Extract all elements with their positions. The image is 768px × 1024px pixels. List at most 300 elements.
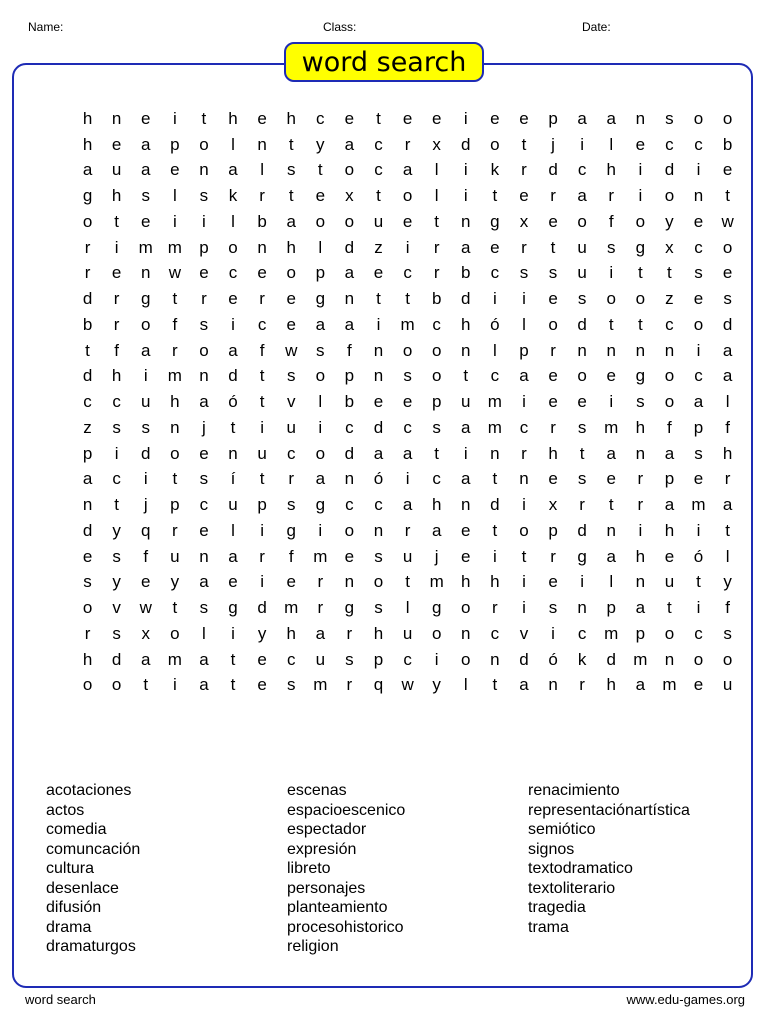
grid-letter[interactable]: i <box>318 520 323 540</box>
grid-letter[interactable]: e <box>170 160 180 180</box>
grid-letter[interactable]: o <box>228 237 238 257</box>
grid-letter[interactable]: z <box>665 289 674 309</box>
grid-letter[interactable]: z <box>83 417 92 437</box>
grid-letter[interactable]: í <box>230 469 236 489</box>
grid-letter[interactable]: i <box>260 572 264 592</box>
grid-letter[interactable]: h <box>228 108 238 128</box>
grid-letter[interactable]: s <box>636 392 645 412</box>
grid-letter[interactable]: t <box>637 263 643 283</box>
grid-letter[interactable]: ó <box>693 546 704 566</box>
grid-letter[interactable]: a <box>693 392 704 412</box>
grid-letter[interactable]: t <box>608 495 614 515</box>
grid-letter[interactable]: m <box>633 649 648 669</box>
grid-letter[interactable]: o <box>199 134 209 154</box>
grid-letter[interactable]: t <box>405 289 410 309</box>
grid-letter[interactable]: h <box>82 649 93 669</box>
grid-letter[interactable]: u <box>577 237 587 257</box>
grid-letter[interactable]: w <box>721 211 734 231</box>
grid-letter[interactable]: x <box>432 134 441 154</box>
grid-letter[interactable]: t <box>667 598 672 618</box>
grid-letter[interactable]: t <box>376 186 381 206</box>
grid-letter[interactable]: a <box>722 495 733 515</box>
grid-letter[interactable]: u <box>228 495 238 515</box>
grid-letter[interactable]: t <box>725 520 730 540</box>
grid-letter[interactable]: e <box>373 263 384 283</box>
grid-letter[interactable]: e <box>548 469 558 489</box>
grid-letter[interactable]: f <box>172 314 178 334</box>
grid-letter[interactable]: p <box>170 134 180 154</box>
grid-letter[interactable]: s <box>577 417 587 437</box>
grid-letter[interactable]: m <box>487 417 502 437</box>
grid-letter[interactable]: o <box>664 623 675 643</box>
grid-letter[interactable]: h <box>461 314 471 334</box>
grid-letter[interactable]: r <box>550 417 556 437</box>
grid-letter[interactable]: l <box>231 211 235 231</box>
grid-letter[interactable]: s <box>694 443 703 463</box>
grid-letter[interactable]: e <box>257 263 267 283</box>
grid-letter[interactable]: u <box>402 623 413 643</box>
grid-letter[interactable]: c <box>432 469 441 489</box>
grid-letter[interactable]: o <box>344 520 355 540</box>
grid-letter[interactable]: a <box>228 340 238 360</box>
grid-letter[interactable]: m <box>138 237 153 257</box>
grid-letter[interactable]: o <box>577 211 587 231</box>
grid-letter[interactable]: i <box>551 623 555 643</box>
grid-letter[interactable]: j <box>202 417 206 437</box>
grid-letter[interactable]: a <box>722 366 733 386</box>
grid-letter[interactable]: a <box>373 443 384 463</box>
grid-letter[interactable]: a <box>82 160 93 180</box>
grid-letter[interactable]: r <box>346 623 353 643</box>
grid-letter[interactable]: y <box>432 675 441 695</box>
grid-letter[interactable]: t <box>230 649 236 669</box>
grid-letter[interactable]: e <box>228 289 238 309</box>
grid-letter[interactable]: y <box>112 520 121 540</box>
grid-letter[interactable]: s <box>606 237 616 257</box>
grid-letter[interactable]: a <box>141 340 151 360</box>
grid-letter[interactable]: a <box>199 649 209 669</box>
grid-letter[interactable]: m <box>604 417 619 437</box>
grid-letter[interactable]: e <box>111 263 122 283</box>
grid-letter[interactable]: n <box>461 211 471 231</box>
grid-letter[interactable]: y <box>316 134 325 154</box>
grid-letter[interactable]: n <box>606 520 616 540</box>
grid-letter[interactable]: i <box>172 675 177 695</box>
grid-letter[interactable]: r <box>550 340 556 360</box>
grid-letter[interactable]: i <box>609 263 614 283</box>
grid-letter[interactable]: e <box>257 675 267 695</box>
grid-letter[interactable]: s <box>83 572 92 592</box>
grid-letter[interactable]: p <box>693 417 704 437</box>
grid-letter[interactable]: h <box>111 186 122 206</box>
grid-letter[interactable]: t <box>288 134 294 154</box>
grid-letter[interactable]: r <box>521 237 527 257</box>
grid-letter[interactable]: r <box>433 237 440 257</box>
grid-letter[interactable]: c <box>112 469 121 489</box>
grid-letter[interactable]: o <box>82 598 93 618</box>
grid-letter[interactable]: c <box>83 392 92 412</box>
grid-letter[interactable]: o <box>344 211 355 231</box>
grid-letter[interactable]: f <box>608 211 614 231</box>
grid-letter[interactable]: s <box>199 186 209 206</box>
grid-letter[interactable]: i <box>696 598 701 618</box>
grid-letter[interactable]: e <box>141 572 151 592</box>
grid-letter[interactable]: b <box>82 314 93 334</box>
grid-letter[interactable]: o <box>373 572 384 592</box>
grid-letter[interactable]: n <box>344 289 355 309</box>
grid-letter[interactable]: p <box>373 649 384 669</box>
grid-letter[interactable]: m <box>167 366 182 386</box>
grid-letter[interactable]: t <box>85 340 90 360</box>
grid-letter[interactable]: n <box>257 134 267 154</box>
grid-letter[interactable]: u <box>461 392 471 412</box>
grid-letter[interactable]: c <box>228 263 238 283</box>
grid-letter[interactable]: d <box>344 237 355 257</box>
grid-letter[interactable]: h <box>286 623 296 643</box>
grid-letter[interactable]: u <box>141 392 151 412</box>
grid-letter[interactable]: c <box>694 237 703 257</box>
grid-letter[interactable]: y <box>170 572 180 592</box>
grid-letter[interactable]: i <box>522 289 526 309</box>
grid-letter[interactable]: e <box>519 186 529 206</box>
grid-letter[interactable]: g <box>344 598 355 618</box>
grid-letter[interactable]: e <box>286 314 296 334</box>
grid-letter[interactable]: l <box>609 572 614 592</box>
grid-letter[interactable]: l <box>231 134 235 154</box>
grid-letter[interactable]: r <box>521 443 527 463</box>
grid-letter[interactable]: e <box>199 263 209 283</box>
grid-letter[interactable]: c <box>519 417 529 437</box>
grid-letter[interactable]: o <box>315 366 326 386</box>
grid-letter[interactable]: e <box>606 366 616 386</box>
grid-letter[interactable]: h <box>170 392 180 412</box>
grid-letter[interactable]: t <box>492 675 498 695</box>
grid-letter[interactable]: o <box>548 314 558 334</box>
grid-letter[interactable]: o <box>635 289 646 309</box>
grid-letter[interactable]: n <box>635 340 646 360</box>
grid-letter[interactable]: v <box>519 623 529 643</box>
grid-letter[interactable]: e <box>548 366 558 386</box>
grid-letter[interactable]: y <box>112 572 121 592</box>
grid-letter[interactable]: o <box>82 675 93 695</box>
grid-letter[interactable]: a <box>315 314 326 334</box>
grid-letter[interactable]: h <box>635 546 646 566</box>
grid-letter[interactable]: o <box>519 520 529 540</box>
grid-letter[interactable]: m <box>662 675 677 695</box>
grid-letter[interactable]: a <box>431 520 442 540</box>
grid-letter[interactable]: p <box>548 520 558 540</box>
grid-letter[interactable]: e <box>461 546 471 566</box>
grid-letter[interactable]: e <box>693 211 704 231</box>
grid-letter[interactable]: a <box>461 469 471 489</box>
grid-letter[interactable]: e <box>490 237 500 257</box>
grid-letter[interactable]: d <box>577 314 587 334</box>
grid-letter[interactable]: l <box>725 546 730 566</box>
grid-letter[interactable]: q <box>141 520 151 540</box>
grid-letter[interactable]: o <box>170 443 180 463</box>
grid-letter[interactable]: f <box>259 340 265 360</box>
grid-letter[interactable]: a <box>577 186 587 206</box>
grid-letter[interactable]: a <box>635 598 646 618</box>
grid-letter[interactable]: c <box>577 623 587 643</box>
grid-letter[interactable]: n <box>635 443 646 463</box>
grid-letter[interactable]: r <box>579 675 585 695</box>
grid-letter[interactable]: i <box>463 160 468 180</box>
grid-letter[interactable]: o <box>490 134 500 154</box>
grid-letter[interactable]: t <box>434 211 440 231</box>
grid-letter[interactable]: o <box>286 263 296 283</box>
grid-letter[interactable]: u <box>111 160 122 180</box>
grid-letter[interactable]: e <box>490 108 500 128</box>
grid-letter[interactable]: r <box>608 186 615 206</box>
grid-letter[interactable]: i <box>522 392 526 412</box>
grid-letter[interactable]: a <box>635 675 646 695</box>
grid-letter[interactable]: s <box>723 289 732 309</box>
grid-letter[interactable]: t <box>259 392 265 412</box>
grid-letter[interactable]: c <box>374 495 383 515</box>
grid-letter[interactable]: f <box>725 598 730 618</box>
grid-letter[interactable]: b <box>722 134 733 154</box>
grid-letter[interactable]: g <box>490 211 500 231</box>
grid-letter[interactable]: f <box>114 340 119 360</box>
grid-letter[interactable]: e <box>257 108 267 128</box>
grid-letter[interactable]: a <box>461 237 471 257</box>
grid-letter[interactable]: a <box>402 495 413 515</box>
grid-letter[interactable]: e <box>431 108 442 128</box>
grid-letter[interactable]: a <box>286 211 296 231</box>
grid-letter[interactable]: t <box>725 186 730 206</box>
grid-letter[interactable]: r <box>171 520 178 540</box>
grid-letter[interactable]: f <box>288 546 294 566</box>
grid-letter[interactable]: e <box>141 211 151 231</box>
grid-letter[interactable]: l <box>463 675 468 695</box>
grid-letter[interactable]: c <box>403 263 412 283</box>
grid-letter[interactable]: c <box>199 495 209 515</box>
grid-letter[interactable]: s <box>665 108 674 128</box>
grid-letter[interactable]: a <box>82 469 93 489</box>
grid-letter[interactable]: a <box>228 546 238 566</box>
grid-letter[interactable]: y <box>257 623 267 643</box>
grid-letter[interactable]: e <box>635 134 646 154</box>
grid-letter[interactable]: d <box>111 649 122 669</box>
grid-letter[interactable]: s <box>577 289 587 309</box>
grid-letter[interactable]: c <box>694 366 703 386</box>
grid-letter[interactable]: p <box>315 263 326 283</box>
grid-letter[interactable]: o <box>431 340 442 360</box>
grid-letter[interactable]: u <box>664 572 675 592</box>
grid-letter[interactable]: i <box>260 417 264 437</box>
grid-letter[interactable]: ó <box>548 649 558 669</box>
grid-letter[interactable]: t <box>637 314 643 334</box>
grid-letter[interactable]: e <box>693 289 704 309</box>
grid-letter[interactable]: b <box>431 289 442 309</box>
grid-letter[interactable]: s <box>519 263 529 283</box>
grid-letter[interactable]: c <box>490 366 500 386</box>
grid-letter[interactable]: m <box>313 675 328 695</box>
grid-letter[interactable]: i <box>492 546 497 566</box>
grid-letter[interactable]: t <box>114 211 119 231</box>
grid-letter[interactable]: u <box>286 417 296 437</box>
grid-letter[interactable]: i <box>172 211 177 231</box>
grid-letter[interactable]: e <box>257 649 267 669</box>
grid-letter[interactable]: t <box>259 366 265 386</box>
grid-letter[interactable]: i <box>638 520 643 540</box>
grid-letter[interactable]: r <box>113 314 120 334</box>
grid-letter[interactable]: e <box>461 520 471 540</box>
grid-letter[interactable]: g <box>141 289 151 309</box>
grid-letter[interactable]: g <box>635 366 646 386</box>
grid-letter[interactable]: c <box>432 314 441 334</box>
grid-letter[interactable]: d <box>722 314 733 334</box>
grid-letter[interactable]: e <box>111 134 122 154</box>
grid-letter[interactable]: u <box>373 211 384 231</box>
grid-letter[interactable]: c <box>665 314 674 334</box>
grid-letter[interactable]: g <box>315 495 326 515</box>
grid-letter[interactable]: c <box>577 160 587 180</box>
grid-letter[interactable]: p <box>519 340 529 360</box>
grid-letter[interactable]: d <box>82 520 93 540</box>
grid-letter[interactable]: i <box>114 443 119 463</box>
grid-letter[interactable]: t <box>259 469 265 489</box>
grid-letter[interactable]: l <box>172 186 177 206</box>
grid-letter[interactable]: x <box>548 495 558 515</box>
grid-letter[interactable]: r <box>84 623 91 643</box>
grid-letter[interactable]: o <box>170 623 180 643</box>
grid-letter[interactable]: e <box>373 392 384 412</box>
grid-letter[interactable]: p <box>257 495 267 515</box>
grid-letter[interactable]: n <box>373 340 384 360</box>
grid-letter[interactable]: v <box>286 392 296 412</box>
grid-letter[interactable]: x <box>345 186 354 206</box>
grid-letter[interactable]: a <box>519 675 529 695</box>
grid-letter[interactable]: r <box>404 134 411 154</box>
grid-letter[interactable]: i <box>434 649 439 669</box>
grid-letter[interactable]: ó <box>228 392 238 412</box>
grid-letter[interactable]: e <box>693 469 704 489</box>
grid-letter[interactable]: l <box>434 186 439 206</box>
grid-letter[interactable]: d <box>461 134 471 154</box>
grid-letter[interactable]: r <box>317 572 324 592</box>
grid-letter[interactable]: i <box>318 417 323 437</box>
grid-letter[interactable]: t <box>579 443 585 463</box>
grid-letter[interactable]: e <box>548 289 558 309</box>
grid-letter[interactable]: m <box>313 546 328 566</box>
grid-letter[interactable]: m <box>167 237 182 257</box>
grid-letter[interactable]: s <box>316 340 325 360</box>
grid-letter[interactable]: i <box>696 340 701 360</box>
grid-letter[interactable]: i <box>638 186 643 206</box>
grid-letter[interactable]: n <box>664 649 675 669</box>
grid-letter[interactable]: z <box>374 237 383 257</box>
grid-letter[interactable]: a <box>577 108 587 128</box>
grid-letter[interactable]: o <box>635 211 646 231</box>
grid-letter[interactable]: i <box>580 134 585 154</box>
grid-letter[interactable]: e <box>693 675 704 695</box>
grid-letter[interactable]: h <box>606 675 616 695</box>
grid-letter[interactable]: n <box>461 340 471 360</box>
grid-letter[interactable]: t <box>521 546 527 566</box>
grid-letter[interactable]: i <box>405 469 410 489</box>
grid-letter[interactable]: m <box>691 495 706 515</box>
grid-letter[interactable]: u <box>170 546 180 566</box>
grid-letter[interactable]: r <box>492 598 498 618</box>
grid-letter[interactable]: t <box>696 572 701 592</box>
grid-letter[interactable]: a <box>141 649 151 669</box>
grid-letter[interactable]: d <box>257 598 267 618</box>
grid-letter[interactable]: g <box>431 598 442 618</box>
grid-letter[interactable]: c <box>286 443 296 463</box>
grid-letter[interactable]: n <box>257 237 267 257</box>
grid-letter[interactable]: l <box>260 160 264 180</box>
grid-letter[interactable]: i <box>696 520 701 540</box>
grid-letter[interactable]: e <box>548 392 558 412</box>
grid-letter[interactable]: a <box>664 495 675 515</box>
grid-letter[interactable]: r <box>579 495 585 515</box>
grid-letter[interactable]: m <box>167 649 182 669</box>
grid-letter[interactable]: p <box>344 366 355 386</box>
grid-letter[interactable]: p <box>82 443 93 463</box>
grid-letter[interactable]: o <box>722 108 733 128</box>
grid-letter[interactable]: j <box>551 134 555 154</box>
grid-letter[interactable]: s <box>548 263 558 283</box>
grid-letter[interactable]: n <box>199 366 209 386</box>
grid-letter[interactable]: i <box>260 520 264 540</box>
grid-letter[interactable]: a <box>722 340 733 360</box>
grid-letter[interactable]: f <box>667 417 672 437</box>
grid-letter[interactable]: e <box>722 160 733 180</box>
grid-letter[interactable]: d <box>82 366 93 386</box>
grid-letter[interactable]: o <box>199 340 209 360</box>
grid-letter[interactable]: r <box>288 469 295 489</box>
grid-letter[interactable]: s <box>548 598 558 618</box>
grid-letter[interactable]: w <box>285 340 298 360</box>
grid-letter[interactable]: o <box>664 186 675 206</box>
grid-letter[interactable]: h <box>373 623 384 643</box>
grid-letter[interactable]: i <box>492 289 497 309</box>
grid-letter[interactable]: n <box>344 469 355 489</box>
grid-letter[interactable]: s <box>112 546 121 566</box>
grid-letter[interactable]: a <box>606 443 616 463</box>
grid-letter[interactable]: a <box>315 623 326 643</box>
grid-letter[interactable]: p <box>170 495 180 515</box>
grid-letter[interactable]: e <box>228 572 238 592</box>
grid-letter[interactable]: a <box>344 314 355 334</box>
grid-letter[interactable]: k <box>490 160 500 180</box>
grid-letter[interactable]: o <box>111 675 122 695</box>
grid-letter[interactable]: a <box>402 160 413 180</box>
grid-letter[interactable]: i <box>405 237 410 257</box>
grid-letter[interactable]: s <box>432 417 441 437</box>
grid-letter[interactable]: h <box>461 572 471 592</box>
grid-letter[interactable]: j <box>434 546 439 566</box>
grid-letter[interactable]: i <box>231 623 235 643</box>
grid-letter[interactable]: s <box>374 598 383 618</box>
grid-letter[interactable]: r <box>404 520 411 540</box>
grid-letter[interactable]: r <box>171 340 178 360</box>
grid-letter[interactable]: o <box>431 366 442 386</box>
grid-letter[interactable]: c <box>257 314 267 334</box>
grid-letter[interactable]: r <box>724 469 731 489</box>
grid-letter[interactable]: g <box>315 289 326 309</box>
grid-letter[interactable]: y <box>665 211 674 231</box>
grid-letter[interactable]: c <box>345 417 354 437</box>
grid-letter[interactable]: s <box>345 649 354 669</box>
grid-letter[interactable]: o <box>722 237 733 257</box>
grid-letter[interactable]: e <box>199 520 209 540</box>
grid-letter[interactable]: s <box>141 186 150 206</box>
grid-letter[interactable]: o <box>315 443 326 463</box>
grid-letter[interactable]: l <box>725 392 730 412</box>
